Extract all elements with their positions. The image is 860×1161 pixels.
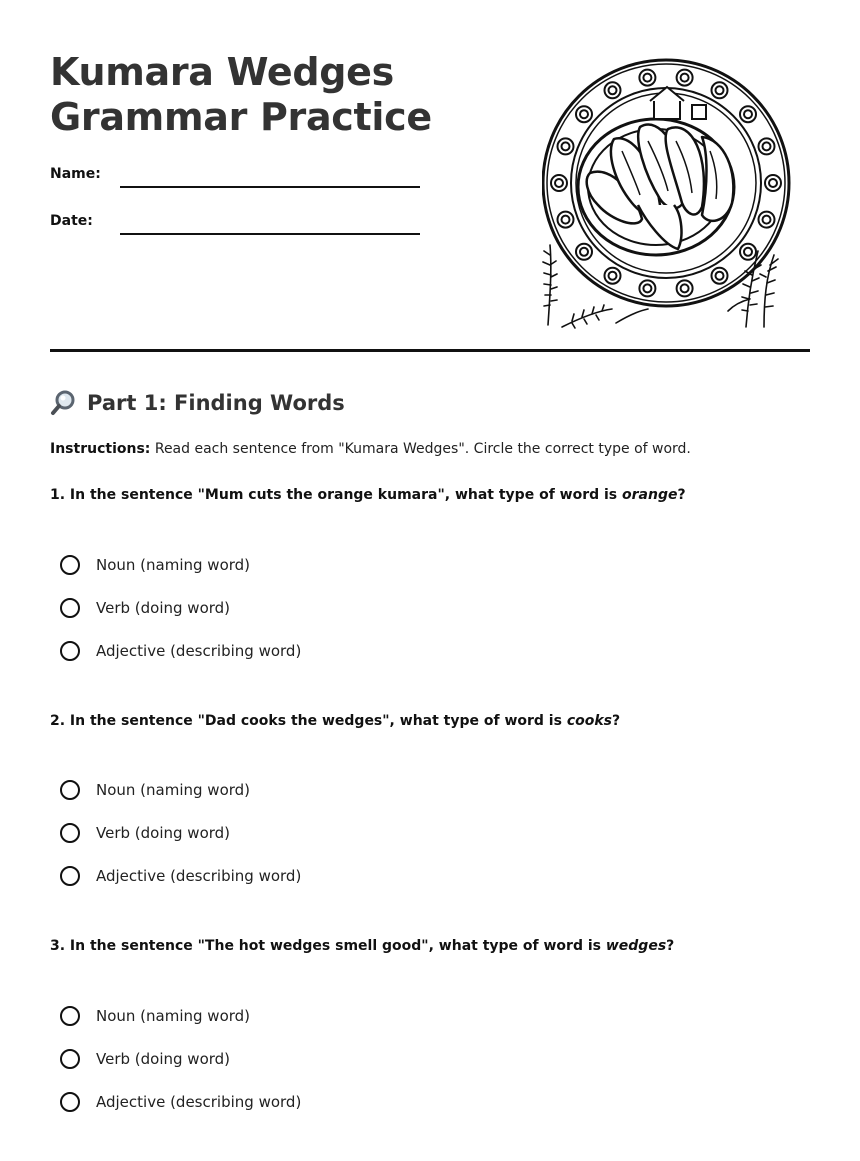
- q3-option-noun-label: Noun (naming word): [96, 1007, 251, 1025]
- header-divider: [50, 349, 810, 352]
- koru-swirl: [759, 138, 775, 154]
- kumara-wedges-emblem-icon: [542, 55, 798, 331]
- question-3-word: wedges: [605, 938, 667, 954]
- q2-option-adjective-label: Adjective (describing word): [96, 867, 302, 885]
- q1-option-verb-label: Verb (doing word): [96, 599, 231, 617]
- radio-circle[interactable]: [60, 598, 80, 618]
- worksheet-page: [50, 0, 810, 1161]
- title-line-2: Grammar Practice: [50, 95, 432, 139]
- koru-swirl: [740, 244, 756, 260]
- koru-swirl: [605, 268, 621, 284]
- q1-option-adjective[interactable]: [60, 639, 301, 663]
- name-field[interactable]: [50, 166, 420, 190]
- koru-swirl: [712, 268, 728, 284]
- instructions-label: Instructions:: [50, 441, 151, 457]
- koru-swirl-inner: [562, 142, 570, 150]
- magnifying-glass-icon: [50, 389, 78, 417]
- koru-swirl: [551, 175, 567, 191]
- koru-swirl: [677, 280, 693, 296]
- koru-swirl: [765, 175, 781, 191]
- koru-swirl-inner: [716, 86, 724, 94]
- name-label: Name:: [50, 166, 101, 182]
- q2-option-noun[interactable]: [60, 778, 250, 802]
- koru-swirl-inner: [744, 110, 752, 118]
- question-1-prefix: 1. In the sentence "Mum cuts the orange kumara", what type of word is: [50, 487, 623, 503]
- radio-circle[interactable]: [60, 555, 80, 575]
- q3-option-noun[interactable]: [60, 1004, 250, 1028]
- koru-swirl-inner: [763, 142, 771, 150]
- koru-swirl-inner: [681, 284, 689, 292]
- koru-swirl-inner: [555, 179, 563, 187]
- worksheet-header: [50, 0, 810, 457]
- question-3-prefix: 3. In the sentence "The hot wedges smell good", what type of word is: [50, 938, 606, 954]
- koru-swirl-inner: [562, 216, 570, 224]
- koru-swirl-inner: [763, 216, 771, 224]
- koru-swirl-inner: [643, 284, 651, 292]
- radio-circle[interactable]: [60, 1049, 80, 1069]
- koru-swirl: [639, 70, 655, 86]
- q1-option-verb[interactable]: [60, 596, 230, 620]
- koru-swirl: [677, 70, 693, 86]
- part1-title: [50, 388, 345, 418]
- radio-circle[interactable]: [60, 866, 80, 886]
- q3-option-verb-label: Verb (doing word): [96, 1050, 231, 1068]
- koru-swirl-inner: [609, 272, 617, 280]
- koru-swirl-inner: [716, 272, 724, 280]
- koru-swirl: [558, 212, 574, 228]
- date-field[interactable]: [50, 213, 420, 237]
- q3-option-adjective-label: Adjective (describing word): [96, 1093, 302, 1111]
- koru-swirl-inner: [769, 179, 777, 187]
- radio-circle[interactable]: [60, 1006, 80, 1026]
- date-label: Date:: [50, 213, 93, 229]
- koru-swirl: [712, 82, 728, 98]
- q1-option-adjective-label: Adjective (describing word): [96, 642, 302, 660]
- part1-title-text: Part 1: Finding Words: [87, 391, 345, 415]
- koru-swirl: [740, 106, 756, 122]
- question-2: [50, 713, 620, 729]
- koru-swirl: [639, 280, 655, 296]
- question-1: [50, 487, 686, 503]
- question-1-word: orange: [622, 487, 678, 503]
- koru-swirl: [759, 212, 775, 228]
- q2-option-noun-label: Noun (naming word): [96, 781, 251, 799]
- koru-swirl-inner: [609, 86, 617, 94]
- radio-circle[interactable]: [60, 823, 80, 843]
- radio-circle[interactable]: [60, 780, 80, 800]
- koru-swirl: [558, 138, 574, 154]
- q3-option-adjective[interactable]: [60, 1090, 301, 1114]
- q2-option-verb-label: Verb (doing word): [96, 824, 231, 842]
- question-1-suffix: ?: [677, 487, 686, 503]
- q1-option-noun-label: Noun (naming word): [96, 556, 251, 574]
- q2-option-verb[interactable]: [60, 821, 230, 845]
- title-line-1: Kumara Wedges: [50, 50, 394, 94]
- koru-swirl-inner: [681, 74, 689, 82]
- worksheet-title: [50, 50, 432, 140]
- koru-swirl-inner: [580, 110, 588, 118]
- koru-swirl-inner: [744, 248, 752, 256]
- q1-option-noun[interactable]: [60, 553, 250, 577]
- date-line[interactable]: [120, 233, 420, 235]
- koru-swirl: [576, 244, 592, 260]
- radio-circle[interactable]: [60, 641, 80, 661]
- q3-option-verb[interactable]: [60, 1047, 230, 1071]
- koru-swirl: [576, 106, 592, 122]
- question-3: [50, 938, 674, 954]
- question-2-prefix: 2. In the sentence "Dad cooks the wedges", what type of word is: [50, 713, 567, 729]
- koru-swirl-inner: [643, 74, 651, 82]
- question-2-word: cooks: [566, 713, 613, 729]
- question-2-suffix: ?: [612, 713, 621, 729]
- instructions-text: Read each sentence from "Kumara Wedges". Circle the correct type of word.: [150, 441, 691, 457]
- q2-option-adjective[interactable]: [60, 864, 301, 888]
- question-3-suffix: ?: [666, 938, 675, 954]
- name-line[interactable]: [120, 186, 420, 188]
- radio-circle[interactable]: [60, 1092, 80, 1112]
- koru-swirl: [605, 82, 621, 98]
- koru-swirl-inner: [580, 248, 588, 256]
- instructions: [50, 441, 691, 457]
